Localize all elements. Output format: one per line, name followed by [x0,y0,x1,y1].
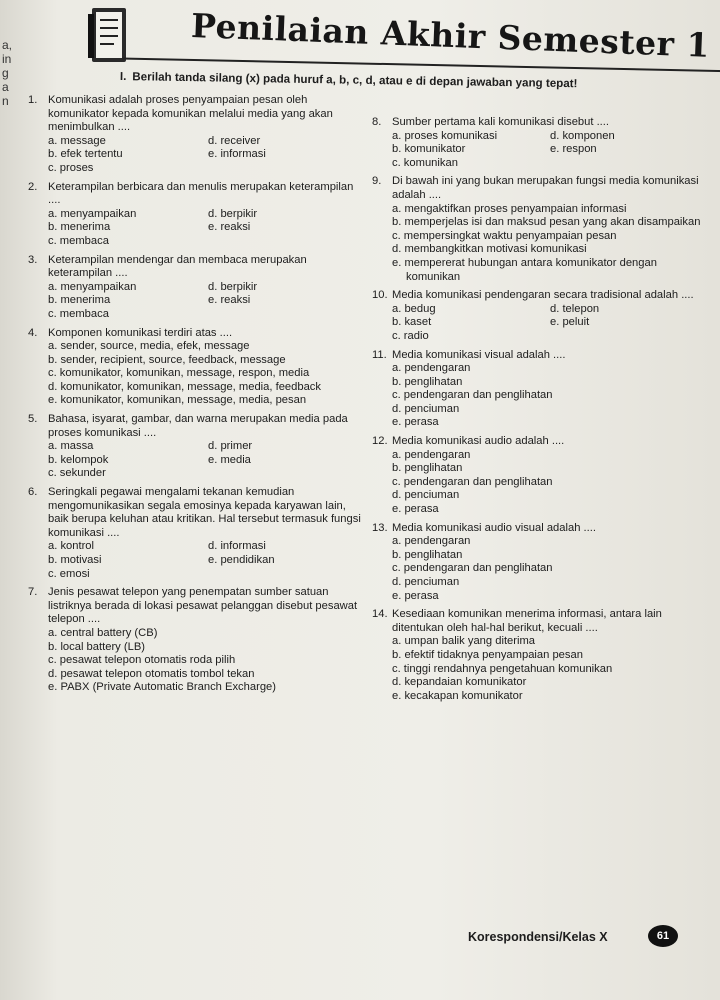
question-item [28,254,368,322]
answer-option[interactable]: e. informasi [208,148,266,161]
question-number: 11. [372,348,387,361]
answer-option[interactable]: a. menyampaikan [48,280,137,293]
margin-fragment: g [2,66,9,80]
answer-option[interactable]: c. pendengaran dan penglihatan [392,389,553,402]
question-number: 13. [372,521,388,534]
question-stem [372,435,708,449]
answer-option[interactable]: c. radio [392,329,429,342]
answer-option[interactable]: d. penciuman [392,402,460,415]
answer-option[interactable]: b. sender, recipient, source, feedback, message [48,353,286,366]
answer-option[interactable]: c. membaca [48,234,109,247]
answer-option[interactable]: b. efektif tidaknya penyampaian pesan [392,648,583,661]
question-number: 6. [28,486,38,499]
question-stem [28,586,368,627]
answer-option[interactable]: d. receiver [208,134,261,147]
answer-option[interactable]: d. informasi [208,540,266,553]
question-text: Media komunikasi audio visual adalah .... [392,521,596,534]
question-stem [372,349,708,363]
question-item [28,327,368,409]
margin-fragment: a, [2,38,13,52]
answer-options [372,635,708,703]
answer-option[interactable]: c. proses [48,161,94,174]
answer-option[interactable]: d. membangkitkan motivasi komunikasi [392,243,587,256]
question-number: 3. [28,253,38,266]
question-text: Seringkali pegawai mengalami tekanan kemudian mengomunikasikan segala emosinya kepada karyawan lain, baik berupa keluhan atau kritikan. Hal tersebut termasuk fungsi komunikasi .... [48,486,361,539]
answer-options [28,281,368,322]
answer-option[interactable]: b. memperjelas isi dan maksud pesan yang akan disampaikan [392,216,701,229]
question-stem [28,94,368,135]
question-number: 1. [28,94,38,106]
question-stem [372,116,708,130]
answer-option[interactable]: a. pendengaran [392,362,471,375]
answer-option[interactable]: a. bedug [392,302,436,315]
answer-option[interactable]: a. pendengaran [392,535,471,548]
answer-option[interactable]: e. perasa [392,589,439,602]
question-item [372,435,708,517]
answer-options [28,135,368,176]
answer-option[interactable]: b. kaset [392,316,432,329]
question-stem [372,175,708,202]
answer-option[interactable]: e. media [208,453,251,466]
answer-options [372,130,708,171]
question-text: Komunikasi adalah proses penyampaian pesan oleh komunikator kepada komunikan melalui media yang akan menimbulkan .... [48,94,333,134]
answer-option[interactable]: b. penglihatan [392,375,463,388]
question-text: Sumber pertama kali komunikasi disebut .... [392,116,610,128]
question-text: Media komunikasi audio adalah .... [392,435,565,448]
answer-option[interactable]: a. sender, source, media, efek, message [48,340,250,353]
answer-option[interactable]: b. local battery (LB) [48,640,146,653]
question-number: 10. [372,289,388,302]
question-number: 14. [372,608,388,621]
question-item [28,486,368,581]
answer-option[interactable]: a. message [48,134,106,147]
answer-option[interactable]: a. central battery (CB) [48,626,158,639]
right-column [372,116,708,708]
question-text: Media komunikasi pendengaran secara tradisional adalah .... [392,289,694,302]
answer-options [28,627,368,695]
question-stem [372,289,708,303]
question-stem [28,413,368,440]
answer-option[interactable]: c. mempersingkat waktu penyampaian pesan [392,229,617,242]
question-number: 4. [28,326,38,339]
answer-option[interactable]: e. peluit [550,316,590,329]
question-text: Bahasa, isyarat, gambar, dan warna merupakan media pada proses komunikasi .... [48,413,348,439]
question-item [372,608,708,703]
answer-option[interactable]: e. perasa [392,503,439,516]
answer-options [28,340,368,408]
answer-option[interactable]: e. mempererat hubungan antara komunikator dengan komunikan [392,256,657,283]
margin-fragment: in [2,52,12,66]
question-item [372,349,708,431]
page-title: Penilaian Akhir Semester 1 [190,6,711,65]
answer-option[interactable]: b. penglihatan [392,462,463,475]
question-text: Kesediaan komunikan menerima informasi, antara lain ditentukan oleh hal-hal berikut, kecuali .... [392,608,662,634]
question-item [372,522,708,604]
margin-fragment: a [2,80,9,94]
page-header [72,4,711,76]
answer-option[interactable]: d. penciuman [392,576,460,588]
answer-option[interactable]: a. massa [48,440,94,453]
question-number: 5. [28,413,38,426]
answer-options [372,535,708,603]
answer-option[interactable]: c. membaca [48,307,109,320]
answer-option[interactable]: a. mengaktifkan proses penyampaian informasi [392,202,627,215]
answer-option[interactable]: e. reaksi [208,294,251,307]
question-text: Keterampilan mendengar dan membaca merupakan keterampilan .... [48,253,307,280]
answer-option[interactable]: b. menerima [48,294,111,307]
answer-option[interactable]: e. kecakapan komunikator [392,689,523,702]
instruction-text: Berilah tanda silang (x) pada huruf a, b, c, d, atau e di depan jawaban yang tepat! [132,70,578,91]
question-number: 7. [28,586,38,599]
footer-label: Korespondensi/Kelas X [468,930,608,944]
answer-options [28,208,368,249]
answer-option[interactable]: d. komponen [550,129,615,142]
answer-option[interactable]: c. komunikan [392,156,458,169]
page-number: 61 [648,925,678,947]
question-number: 12. [372,435,388,448]
left-margin-fragments [2,38,12,108]
answer-option[interactable]: b. penglihatan [392,548,463,561]
answer-options [28,440,368,481]
answer-option[interactable]: b. menerima [48,221,111,234]
answer-option[interactable]: a. umpan balik yang diterima [392,635,536,648]
answer-options [372,303,708,344]
question-text: Jenis pesawat telepon yang penempatan sumber satuan listriknya berada di lokasi pesawat pelanggan disebut pesawat telepon .... [48,586,358,626]
question-item [28,586,368,695]
answer-option[interactable]: c. pesawat telepon otomatis roda pilih [48,654,236,667]
answer-option[interactable]: a. proses komunikasi [392,129,498,142]
answer-option[interactable]: e. komunikator, komunikan, message, media, pesan [48,394,307,407]
question-item [28,181,368,249]
answer-option[interactable]: c. tinggi rendahnya pengetahuan komunikan [392,662,613,675]
question-item [28,94,368,176]
answer-option[interactable]: a. menyampaikan [48,207,137,220]
question-item [372,175,708,284]
question-text: Di bawah ini yang bukan merupakan fungsi media komunikasi adalah .... [392,175,699,201]
question-text: Komponen komunikasi terdiri atas .... [48,326,233,339]
answer-option[interactable]: e. perasa [392,416,439,429]
answer-option[interactable]: a. kontrol [48,540,95,553]
instruction-number: I. [119,70,127,84]
answer-option[interactable]: c. pendengaran dan penglihatan [392,562,553,575]
question-number: 2. [28,180,38,193]
question-stem [28,486,368,540]
question-item [372,116,708,170]
answer-options [372,362,708,430]
answer-option[interactable]: a. pendengaran [392,448,471,461]
question-number: 9. [372,175,382,188]
question-stem [28,327,368,341]
answer-option[interactable]: c. sekunder [48,467,106,480]
answer-option[interactable]: d. berpikir [208,280,258,293]
answer-options [372,203,708,285]
answer-option[interactable]: b. efek tertentu [48,148,123,161]
answer-option[interactable]: d. penciuman [392,489,460,502]
answer-option[interactable]: c. pendengaran dan penglihatan [392,475,553,488]
answer-option[interactable]: b. motivasi [48,554,102,566]
answer-option[interactable]: e. reaksi [208,221,251,234]
question-stem [372,608,708,635]
question-text: Media komunikasi visual adalah .... [392,348,566,361]
margin-fragment: n [2,94,9,108]
question-stem [28,254,368,281]
answer-options [28,540,368,581]
answer-option[interactable]: d. pesawat telepon otomatis tombol tekan [48,667,255,680]
question-text: Keterampilan berbicara dan menulis merupakan keterampilan .... [48,180,354,207]
question-number: 8. [372,116,382,128]
question-item [372,289,708,343]
question-item [28,413,368,481]
answer-option[interactable]: d. kepandaian komunikator [392,676,527,689]
answer-option[interactable]: b. komunikator [392,143,466,156]
answer-option[interactable]: e. PABX (Private Automatic Branch Excharge) [48,681,276,694]
answer-option[interactable]: b. kelompok [48,453,109,466]
answer-option[interactable]: d. primer [208,440,253,453]
question-stem [28,181,368,208]
answer-option[interactable]: d. komunikator, komunikan, message, media, feedback [48,380,321,393]
answer-option[interactable]: d. telepon [550,302,600,315]
answer-option[interactable]: c. emosi [48,567,90,580]
left-column [28,94,368,700]
question-stem [372,522,708,536]
answer-option[interactable]: e. respon [550,143,597,156]
answer-options [372,449,708,517]
answer-option[interactable]: d. berpikir [208,207,258,220]
answer-option[interactable]: c. komunikator, komunikan, message, respon, media [48,367,310,380]
answer-option[interactable]: e. pendidikan [208,554,275,566]
